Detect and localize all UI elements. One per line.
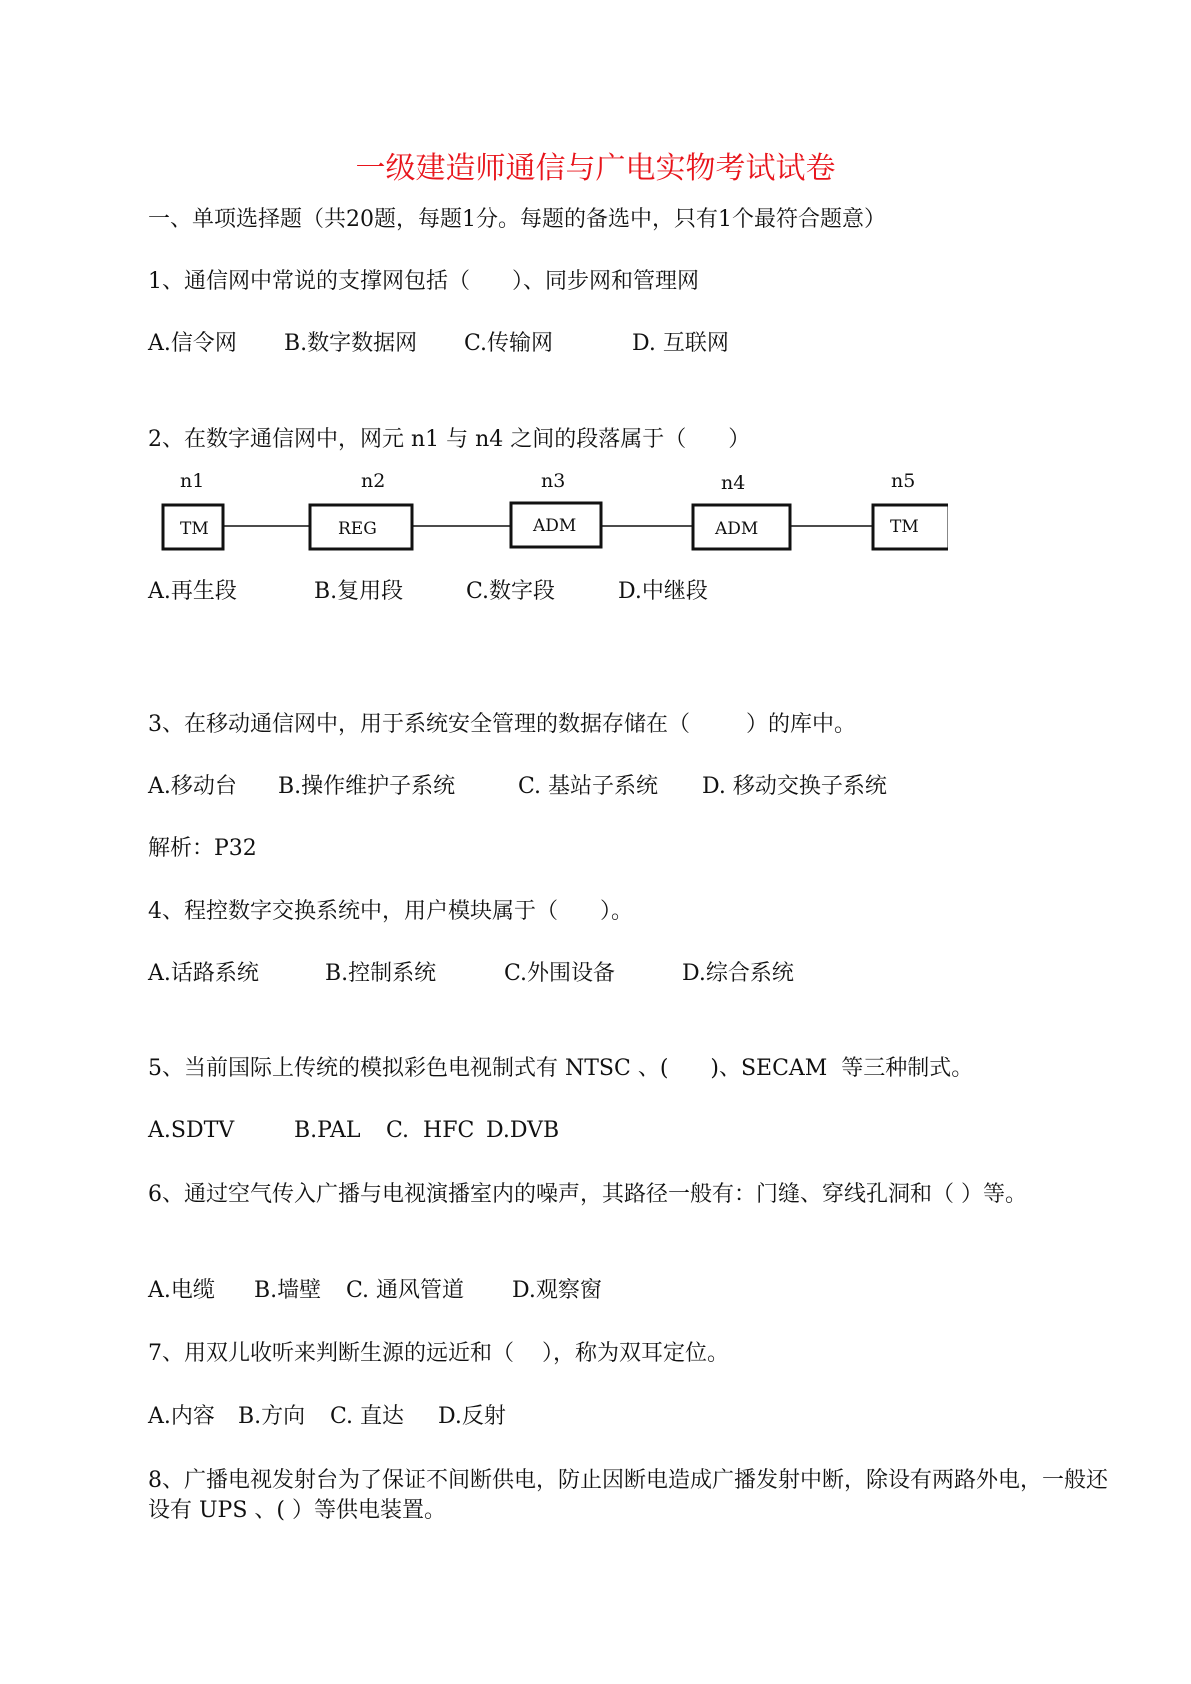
node-box-text-n4: ADM: [715, 519, 759, 539]
option-d: D.反射: [438, 1404, 506, 1429]
option-c: C.传输网: [464, 331, 554, 356]
option-a: A.内容: [148, 1404, 215, 1429]
option-c: C. 直达: [330, 1404, 405, 1429]
question-3-note: 解析：P32: [148, 836, 257, 861]
option-c: C. 通风管道: [346, 1278, 465, 1303]
option-a: A.信令网: [148, 331, 237, 356]
node-box-text-n5: TM: [890, 517, 919, 537]
option-c: C. 基站子系统: [518, 774, 659, 799]
node-label-n5: n5: [891, 470, 916, 492]
option-d: D.观察窗: [512, 1278, 602, 1303]
question-2-options: [148, 578, 708, 718]
question-7-stem: 7、用双儿收听来判断生源的远近和（ ），称为双耳定位。: [148, 1341, 729, 1366]
node-box-text-n2: REG: [338, 519, 377, 539]
question-8-stem: 8、广播电视发射台为了保证不间断供电，防止因断电造成广播发射中断，除设有两路外电，一般还设有 UPS 、( ）等供电装置。: [148, 1468, 1109, 1523]
option-d: D.中继段: [618, 579, 708, 604]
option-a: A.移动台: [148, 774, 237, 799]
option-a: A.电缆: [148, 1278, 215, 1303]
question-3-stem: 3、在移动通信网中，用于系统安全管理的数据存储在（ ）的库中。: [148, 712, 856, 737]
option-c: C.数字段: [466, 579, 556, 604]
question-2-stem: 2、在数字通信网中，网元 n1 与 n4 之间的段落属于（ ）: [148, 427, 751, 452]
option-a: A.话路系统: [148, 961, 259, 986]
question-6-stem: 6、通过空气传入广播与电视演播室内的噪声，其路径一般有：门缝、穿线孔洞和（ ）等。: [148, 1182, 1027, 1207]
option-a: A.再生段: [148, 579, 237, 604]
option-c: C.外围设备: [504, 961, 616, 986]
option-b: B.方向: [238, 1404, 306, 1429]
option-a: A.SDTV: [148, 1118, 235, 1143]
option-c: C. HFC: [386, 1118, 475, 1143]
network-diagram: [148, 455, 948, 555]
node-label-n2: n2: [361, 470, 386, 492]
question-5-stem: 5、当前国际上传统的模拟彩色电视制式有 NTSC 、( )、SECAM 等三种制式。: [148, 1056, 974, 1081]
question-4-stem: 4、程控数字交换系统中，用户模块属于（ ）。: [148, 899, 633, 924]
node-label-n4: n4: [721, 472, 746, 494]
option-d: D. 互联网: [632, 331, 729, 356]
node-label-n1: n1: [180, 470, 205, 492]
option-b: B.控制系统: [325, 961, 437, 986]
node-box-text-n1: TM: [180, 519, 209, 539]
section-heading: 一、单项选择题（共20题，每题1分。每题的备选中，只有1个最符合题意）: [148, 207, 886, 232]
option-d: D. 移动交换子系统: [702, 774, 887, 799]
option-b: B.PAL: [294, 1118, 361, 1143]
option-d: D.DVB: [486, 1118, 560, 1143]
option-b: B.墙壁: [254, 1278, 322, 1303]
page-title: 一级建造师通信与广电实物考试试卷: [355, 151, 836, 186]
option-b: B.操作维护子系统: [278, 774, 456, 799]
node-label-n3: n3: [541, 470, 566, 492]
question-1-stem: 1、通信网中常说的支撑网包括（ ）、同步网和管理网: [148, 269, 699, 294]
node-box-text-n3: ADM: [533, 516, 577, 536]
option-d: D.综合系统: [682, 961, 794, 986]
option-b: B.复用段: [314, 579, 404, 604]
option-b: B.数字数据网: [284, 331, 418, 356]
